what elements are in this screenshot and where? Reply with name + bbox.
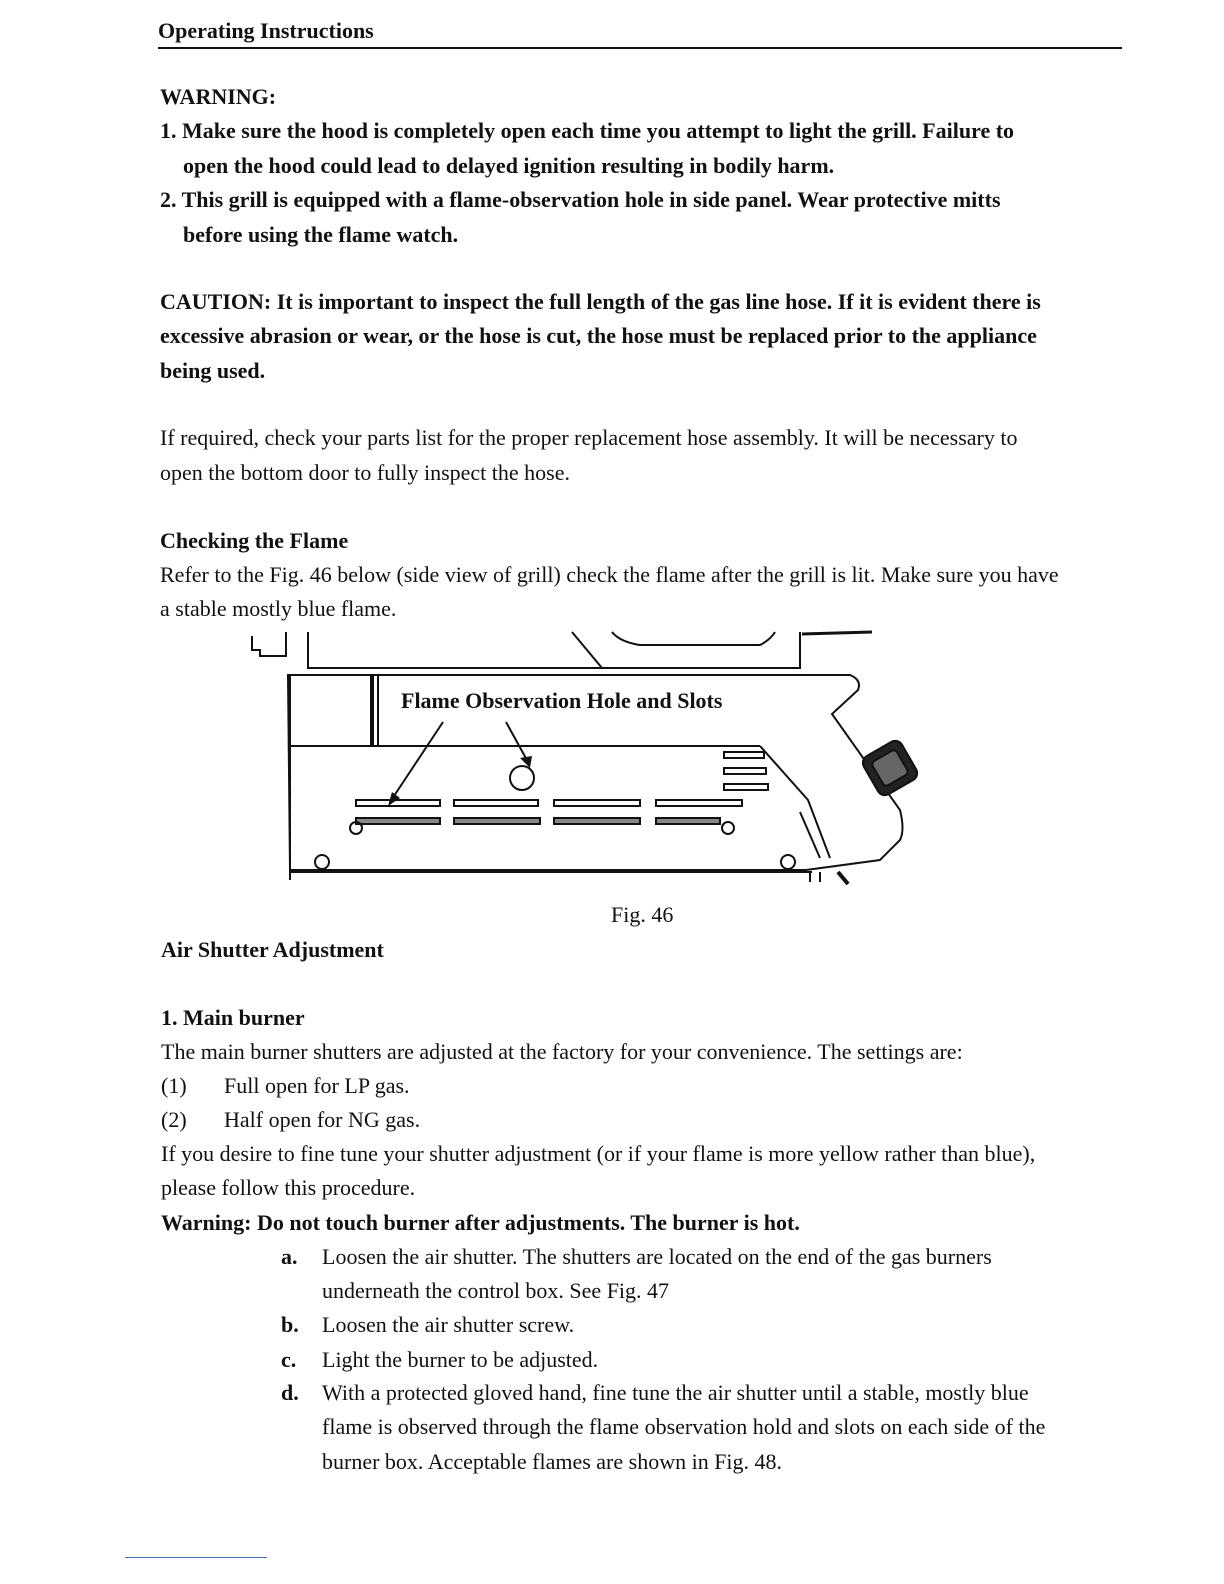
main-burner-intro: The main burner shutters are adjusted at the factory for your convenience. The settings are: — [161, 1039, 963, 1064]
checking-flame-line-2: a stable mostly blue flame. — [160, 596, 397, 621]
checking-flame-heading: Checking the Flame — [160, 528, 349, 553]
finetune-line-1: If you desire to fine tune your shutter adjustment (or if your flame is more yellow rather than blue), — [161, 1141, 1036, 1166]
step-d-line-2: flame is observed through the flame observation hold and slots on each side of the — [322, 1414, 1046, 1439]
hot-burner-warning: Warning: Do not touch burner after adjustments. The burner is hot. — [161, 1210, 800, 1235]
step-b-letter: b. — [281, 1312, 299, 1337]
warning-heading: WARNING: — [160, 84, 277, 109]
warning-item-2-line-2: before using the flame watch. — [183, 222, 459, 247]
setting-1-text: Full open for LP gas. — [224, 1073, 410, 1098]
setting-2-text: Half open for NG gas. — [224, 1107, 421, 1132]
step-d-line-3: burner box. Acceptable flames are shown in Fig. 48. — [322, 1449, 783, 1474]
step-d-letter: d. — [281, 1380, 299, 1405]
warning-item-1-line-2: open the hood could lead to delayed ignition resulting in bodily harm. — [183, 153, 835, 178]
caution-line-3: being used. — [160, 358, 266, 383]
warning-item-2-line-1: 2. This grill is equipped with a flame-observation hole in side panel. Wear protective mitts — [160, 187, 1001, 212]
step-c-letter: c. — [281, 1347, 297, 1372]
step-d-line-1: With a protected gloved hand, fine tune the air shutter until a stable, mostly blue — [322, 1380, 1029, 1405]
figure-callout-label: Flame Observation Hole and Slots — [401, 688, 723, 713]
step-a-line-1: Loosen the air shutter. The shutters are located on the end of the gas burners — [322, 1244, 992, 1269]
checking-flame-line-1: Refer to the Fig. 46 below (side view of grill) check the flame after the grill is lit. Make sure you have — [160, 562, 1059, 587]
finetune-line-2: please follow this procedure. — [161, 1175, 416, 1200]
step-c-line-1: Light the burner to be adjusted. — [322, 1347, 599, 1372]
caution-line-1: CAUTION: It is important to inspect the full length of the gas line hose. If it is evident there is — [160, 289, 1041, 314]
figure-caption: Fig. 46 — [611, 902, 674, 927]
replacement-line-2: open the bottom door to fully inspect the hose. — [160, 460, 570, 485]
replacement-line-1: If required, check your parts list for the proper replacement hose assembly. It will be necessary to — [160, 425, 1018, 450]
header-title: Operating Instructions — [158, 18, 374, 43]
main-burner-heading: 1. Main burner — [161, 1005, 305, 1030]
step-b-line-1: Loosen the air shutter screw. — [322, 1312, 575, 1337]
step-a-letter: a. — [281, 1244, 298, 1269]
step-a-line-2: underneath the control box. See Fig. 47 — [322, 1278, 670, 1303]
caution-line-2: excessive abrasion or wear, or the hose is cut, the hose must be replaced prior to the appliance — [160, 323, 1037, 348]
setting-1-number: (1) — [161, 1073, 187, 1098]
footer-rule — [125, 1557, 267, 1558]
air-shutter-heading: Air Shutter Adjustment — [161, 937, 384, 962]
setting-2-number: (2) — [161, 1107, 187, 1132]
warning-item-1-line-1: 1. Make sure the hood is completely open each time you attempt to light the grill. Failure to — [160, 118, 1015, 143]
